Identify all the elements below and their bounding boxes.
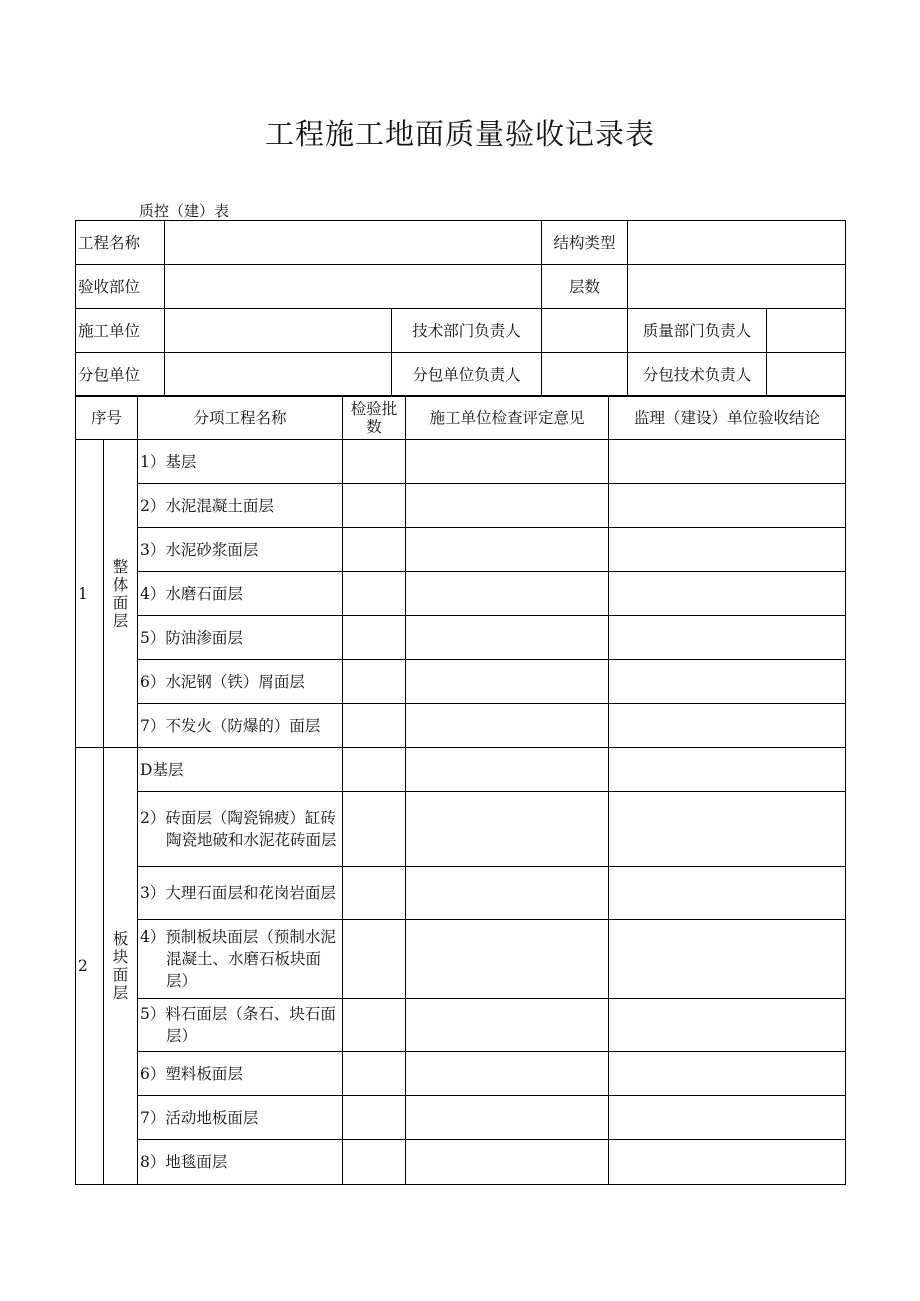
batch-count-cell[interactable] xyxy=(343,999,406,1052)
group-category-char: 板 xyxy=(112,930,129,948)
table-row xyxy=(76,999,846,1052)
table-row xyxy=(76,792,846,867)
subcontract-tech-head-label: 分包技术负责人 xyxy=(628,353,767,397)
supervision-conclusion-cell[interactable] xyxy=(609,1140,846,1185)
construction-opinion-cell[interactable] xyxy=(406,748,609,792)
construction-unit-label: 施工单位 xyxy=(76,309,165,353)
item-name: 6）塑料板面层 xyxy=(138,1052,343,1096)
supervision-conclusion-cell[interactable] xyxy=(609,616,846,660)
header-construction-opinion: 施工单位检查评定意见 xyxy=(406,396,609,440)
floors-value[interactable] xyxy=(628,265,846,309)
table-row xyxy=(76,660,846,704)
structure-type-label: 结构类型 xyxy=(542,221,628,265)
batch-count-cell[interactable] xyxy=(343,748,406,792)
tech-dept-head-label: 技术部门负责人 xyxy=(392,309,542,353)
batch-count-cell[interactable] xyxy=(343,867,406,920)
batch-count-cell[interactable] xyxy=(343,528,406,572)
construction-unit-value[interactable] xyxy=(165,309,392,353)
group-seq: 2 xyxy=(76,748,104,1185)
table-row xyxy=(76,1052,846,1096)
construction-opinion-cell[interactable] xyxy=(406,1096,609,1140)
batch-count-cell[interactable] xyxy=(343,1052,406,1096)
group-category xyxy=(104,440,138,748)
header-item-name: 分项工程名称 xyxy=(138,396,343,440)
header-supervision-conclusion: 监理（建设）单位验收结论 xyxy=(609,396,846,440)
table-row xyxy=(76,1096,846,1140)
batch-count-cell[interactable] xyxy=(343,440,406,484)
subcontract-unit-label: 分包单位 xyxy=(76,353,165,397)
header-batch-count-line2: 数 xyxy=(366,417,382,436)
item-name: 4）预制板块面层（预制水泥混凝土、水磨石板块面层） xyxy=(138,920,343,999)
construction-opinion-cell[interactable] xyxy=(406,920,609,999)
table-row xyxy=(76,867,846,920)
subcontract-unit-head-value[interactable] xyxy=(542,353,628,397)
form-code: 质控（建）表 xyxy=(139,202,230,220)
supervision-conclusion-cell[interactable] xyxy=(609,704,846,748)
table-row xyxy=(76,440,846,484)
group-category-char: 面 xyxy=(112,593,129,612)
supervision-conclusion-cell[interactable] xyxy=(609,999,846,1052)
construction-opinion-cell[interactable] xyxy=(406,528,609,572)
item-name: 7）活动地板面层 xyxy=(138,1096,343,1140)
batch-count-cell[interactable] xyxy=(343,1096,406,1140)
project-info-table xyxy=(75,220,846,397)
batch-count-cell[interactable] xyxy=(343,704,406,748)
group-category xyxy=(104,748,138,1185)
item-name: 3）大理石面层和花岗岩面层 xyxy=(138,867,343,920)
item-name: 4）水磨石面层 xyxy=(138,572,343,616)
construction-opinion-cell[interactable] xyxy=(406,867,609,920)
project-name-value[interactable] xyxy=(165,221,542,265)
tech-dept-head-value[interactable] xyxy=(542,309,628,353)
table-row xyxy=(76,484,846,528)
supervision-conclusion-cell[interactable] xyxy=(609,1096,846,1140)
supervision-conclusion-cell[interactable] xyxy=(609,867,846,920)
construction-opinion-cell[interactable] xyxy=(406,484,609,528)
supervision-conclusion-cell[interactable] xyxy=(609,528,846,572)
table-row xyxy=(76,704,846,748)
table-row xyxy=(76,528,846,572)
inspection-table xyxy=(75,395,846,1185)
item-name: D基层 xyxy=(138,748,343,792)
quality-dept-head-value[interactable] xyxy=(767,309,846,353)
construction-opinion-cell[interactable] xyxy=(406,660,609,704)
construction-opinion-cell[interactable] xyxy=(406,616,609,660)
group-category-char: 层 xyxy=(112,984,129,1002)
batch-count-cell[interactable] xyxy=(343,616,406,660)
acceptance-part-label: 验收部位 xyxy=(76,265,165,309)
batch-count-cell[interactable] xyxy=(343,1140,406,1185)
supervision-conclusion-cell[interactable] xyxy=(609,440,846,484)
floors-label: 层数 xyxy=(542,265,628,309)
batch-count-cell[interactable] xyxy=(343,920,406,999)
header-seq: 序号 xyxy=(76,396,138,440)
construction-opinion-cell[interactable] xyxy=(406,792,609,867)
item-name: 2）水泥混凝土面层 xyxy=(138,484,343,528)
table-row xyxy=(76,748,846,792)
construction-opinion-cell[interactable] xyxy=(406,1140,609,1185)
item-name: 3）水泥砂浆面层 xyxy=(138,528,343,572)
batch-count-cell[interactable] xyxy=(343,792,406,867)
header-batch-count xyxy=(343,396,406,440)
header-batch-count-line1: 检验批 xyxy=(350,399,398,418)
group-category-char: 块 xyxy=(112,948,129,966)
item-name: 2）砖面层（陶瓷锦疲）缸砖陶瓷地破和水泥花砖面层 xyxy=(138,792,343,867)
supervision-conclusion-cell[interactable] xyxy=(609,660,846,704)
supervision-conclusion-cell[interactable] xyxy=(609,748,846,792)
batch-count-cell[interactable] xyxy=(343,484,406,528)
group-category-char: 层 xyxy=(112,611,129,630)
project-name-label: 工程名称 xyxy=(76,221,165,265)
supervision-conclusion-cell[interactable] xyxy=(609,1052,846,1096)
supervision-conclusion-cell[interactable] xyxy=(609,792,846,867)
table-row xyxy=(76,572,846,616)
supervision-conclusion-cell[interactable] xyxy=(609,572,846,616)
item-name: 7）不发火（防爆的）面层 xyxy=(138,704,343,748)
table-row xyxy=(76,920,846,999)
batch-count-cell[interactable] xyxy=(343,660,406,704)
item-name: 5）料石面层（条石、块石面层） xyxy=(138,999,343,1052)
page-title: 工程施工地面质量验收记录表 xyxy=(264,117,655,151)
batch-count-cell[interactable] xyxy=(343,572,406,616)
construction-opinion-cell[interactable] xyxy=(406,572,609,616)
subcontract-tech-head-value[interactable] xyxy=(767,353,846,397)
structure-type-value[interactable] xyxy=(628,221,846,265)
item-name: 1）基层 xyxy=(138,440,343,484)
subcontract-unit-head-label: 分包单位负责人 xyxy=(392,353,542,397)
supervision-conclusion-cell[interactable] xyxy=(609,484,846,528)
construction-opinion-cell[interactable] xyxy=(406,1052,609,1096)
item-name: 5）防油渗面层 xyxy=(138,616,343,660)
construction-opinion-cell[interactable] xyxy=(406,704,609,748)
item-name: 8）地毯面层 xyxy=(138,1140,343,1185)
group-seq: 1 xyxy=(76,440,104,748)
construction-opinion-cell[interactable] xyxy=(406,999,609,1052)
table-row xyxy=(76,1140,846,1185)
group-category-char: 整 xyxy=(112,557,129,576)
acceptance-part-value[interactable] xyxy=(165,265,542,309)
subcontract-unit-value[interactable] xyxy=(165,353,392,397)
supervision-conclusion-cell[interactable] xyxy=(609,920,846,999)
group-category-char: 体 xyxy=(112,575,129,594)
quality-dept-head-label: 质量部门负责人 xyxy=(628,309,767,353)
table-row xyxy=(76,616,846,660)
item-name: 6）水泥钢（铁）屑面层 xyxy=(138,660,343,704)
construction-opinion-cell[interactable] xyxy=(406,440,609,484)
group-category-char: 面 xyxy=(112,966,129,984)
